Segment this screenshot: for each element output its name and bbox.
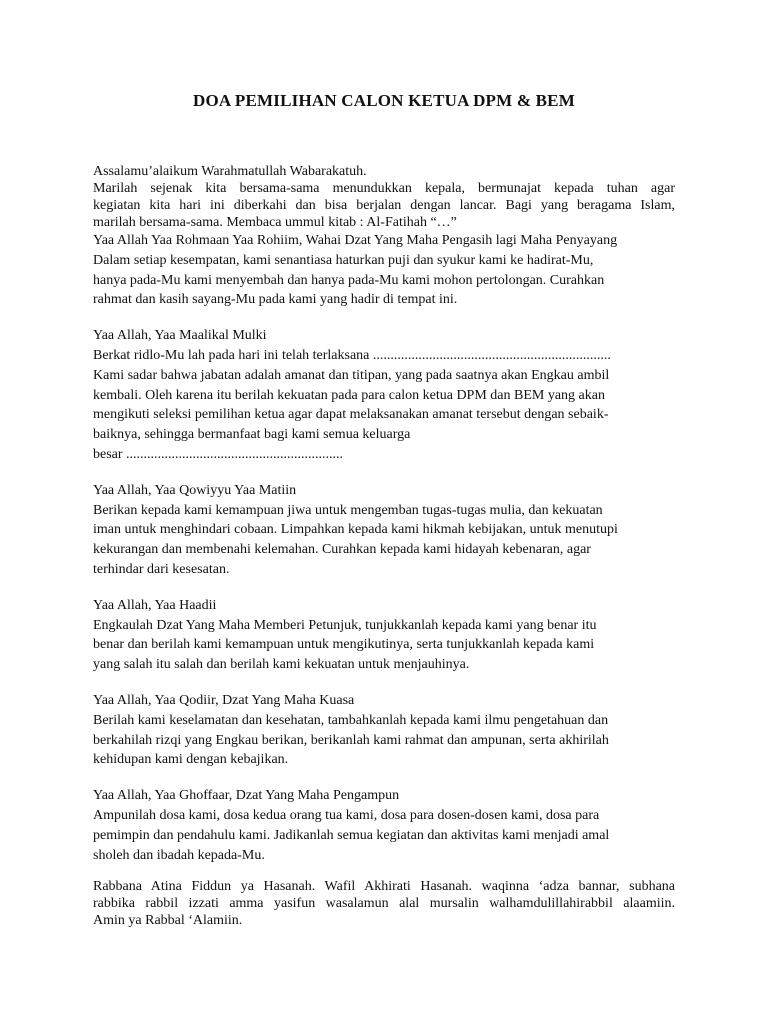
closing-line: rabbika rabbil izzati amma yasifun wasalamun alal mursalin walhamdulillahirabbil alaamiin.	[93, 896, 675, 912]
paragraph-line: sholeh dan ibadah kepada-Mu.	[93, 847, 265, 863]
paragraph-line: Ampunilah dosa kami, dosa kedua orang tua kami, dosa para dosen-dosen kami, dosa para	[93, 807, 600, 823]
paragraph-line: Marilah sejenak kita bersama-sama menundukkan kepala, bermunajat kepada tuhan agar	[93, 181, 675, 196]
paragraph-line: besar ..............................................................	[93, 446, 344, 462]
paragraph-line: yang salah itu salah dan berilah kami kekuatan untuk menjauhinya.	[93, 657, 470, 673]
closing-line: Amin ya Rabbal ‘Alamiin.	[93, 913, 243, 929]
paragraph-line: baiknya, sehingga bermanfaat bagi kami semua keluarga	[93, 427, 411, 443]
section-heading: Yaa Allah, Yaa Maalikal Mulki	[93, 328, 267, 344]
document-title: DOA PEMILIHAN CALON KETUA DPM & BEM	[193, 91, 575, 110]
section-heading: Yaa Allah, Yaa Qowiyyu Yaa Matiin	[93, 482, 297, 498]
paragraph-line: mengikuti seleksi pemilihan ketua agar dapat melaksanakan amanat tersebut dengan sebaik-	[93, 407, 609, 423]
paragraph-line: Berikan kepada kami kemampuan jiwa untuk mengemban tugas-tugas mulia, dan kekuatan	[93, 502, 603, 518]
paragraph-line: Engkaulah Dzat Yang Maha Memberi Petunjuk, tunjukkanlah kepada kami yang benar itu	[93, 617, 597, 633]
paragraph-line: marilah bersama-sama. Membaca ummul kitab : Al-Fatihah “…”	[93, 215, 457, 230]
paragraph-line: berkahilah rizqi yang Engkau berikan, berikanlah kami rahmat dan ampunan, serta akhirilah	[93, 732, 609, 748]
closing-line: Rabbana Atina Fiddun ya Hasanah. Wafil Akhirati Hasanah. waqinna ‘adza bannar, subhana	[93, 879, 675, 895]
paragraph-line: iman untuk menghindari cobaan. Limpahkan kepada kami hikmah kebijakan, untuk menutupi	[93, 522, 618, 538]
paragraph-line: kegiatan kita hari ini diberkahi dan bisa berjalan dengan lancar. Bagi yang beragama Islam,	[93, 198, 675, 213]
document-body	[93, 163, 675, 929]
paragraph-line: Berilah kami keselamatan dan kesehatan, tambahkanlah kepada kami ilmu pengetahuan dan	[93, 712, 609, 728]
invocation-line: Yaa Allah Yaa Rohmaan Yaa Rohiim, Wahai Dzat Yang Maha Pengasih lagi Maha Penyayang	[93, 233, 618, 248]
paragraph-line: Kami sadar bahwa jabatan adalah amanat dan titipan, yang pada saatnya akan Engkau ambil	[93, 367, 610, 383]
section-heading: Yaa Allah, Yaa Qodiir, Dzat Yang Maha Kuasa	[93, 692, 355, 708]
paragraph-line: terhindar dari kesesatan.	[93, 561, 230, 577]
section-heading: Yaa Allah, Yaa Ghoffaar, Dzat Yang Maha Pengampun	[93, 788, 400, 804]
paragraph-line: rahmat dan kasih sayang-Mu pada kami yang hadir di tempat ini.	[93, 292, 458, 308]
greeting-line: Assalamu’alaikum Warahmatullah Wabarakatuh.	[93, 164, 367, 179]
section-heading: Yaa Allah, Yaa Haadii	[93, 597, 217, 613]
paragraph-line: kekurangan dan membenahi kelemahan. Curahkan kepada kami hidayah kebenaran, agar	[93, 542, 591, 558]
paragraph-line: kembali. Oleh karena itu berilah kekuatan pada para calon ketua DPM dan BEM yang akan	[93, 387, 605, 403]
paragraph-line: Dalam setiap kesempatan, kami senantiasa haturkan puji dan syukur kami ke hadirat-Mu,	[93, 252, 594, 268]
paragraph-line: pemimpin dan pendahulu kami. Jadikanlah semua kegiatan dan aktivitas kami menjadi amal	[93, 827, 610, 843]
paragraph-line: kehidupan kami dengan kebajikan.	[93, 752, 289, 768]
paragraph-line: benar dan berilah kami kemampuan untuk mengikutinya, serta tunjukkanlah kepada kami	[93, 637, 595, 653]
paragraph-line: Berkat ridlo-Mu lah pada hari ini telah terlaksana ....................................................................	[93, 347, 611, 363]
paragraph-line: hanya pada-Mu kami menyembah dan hanya pada-Mu kami mohon pertolongan. Curahkan	[93, 272, 605, 288]
